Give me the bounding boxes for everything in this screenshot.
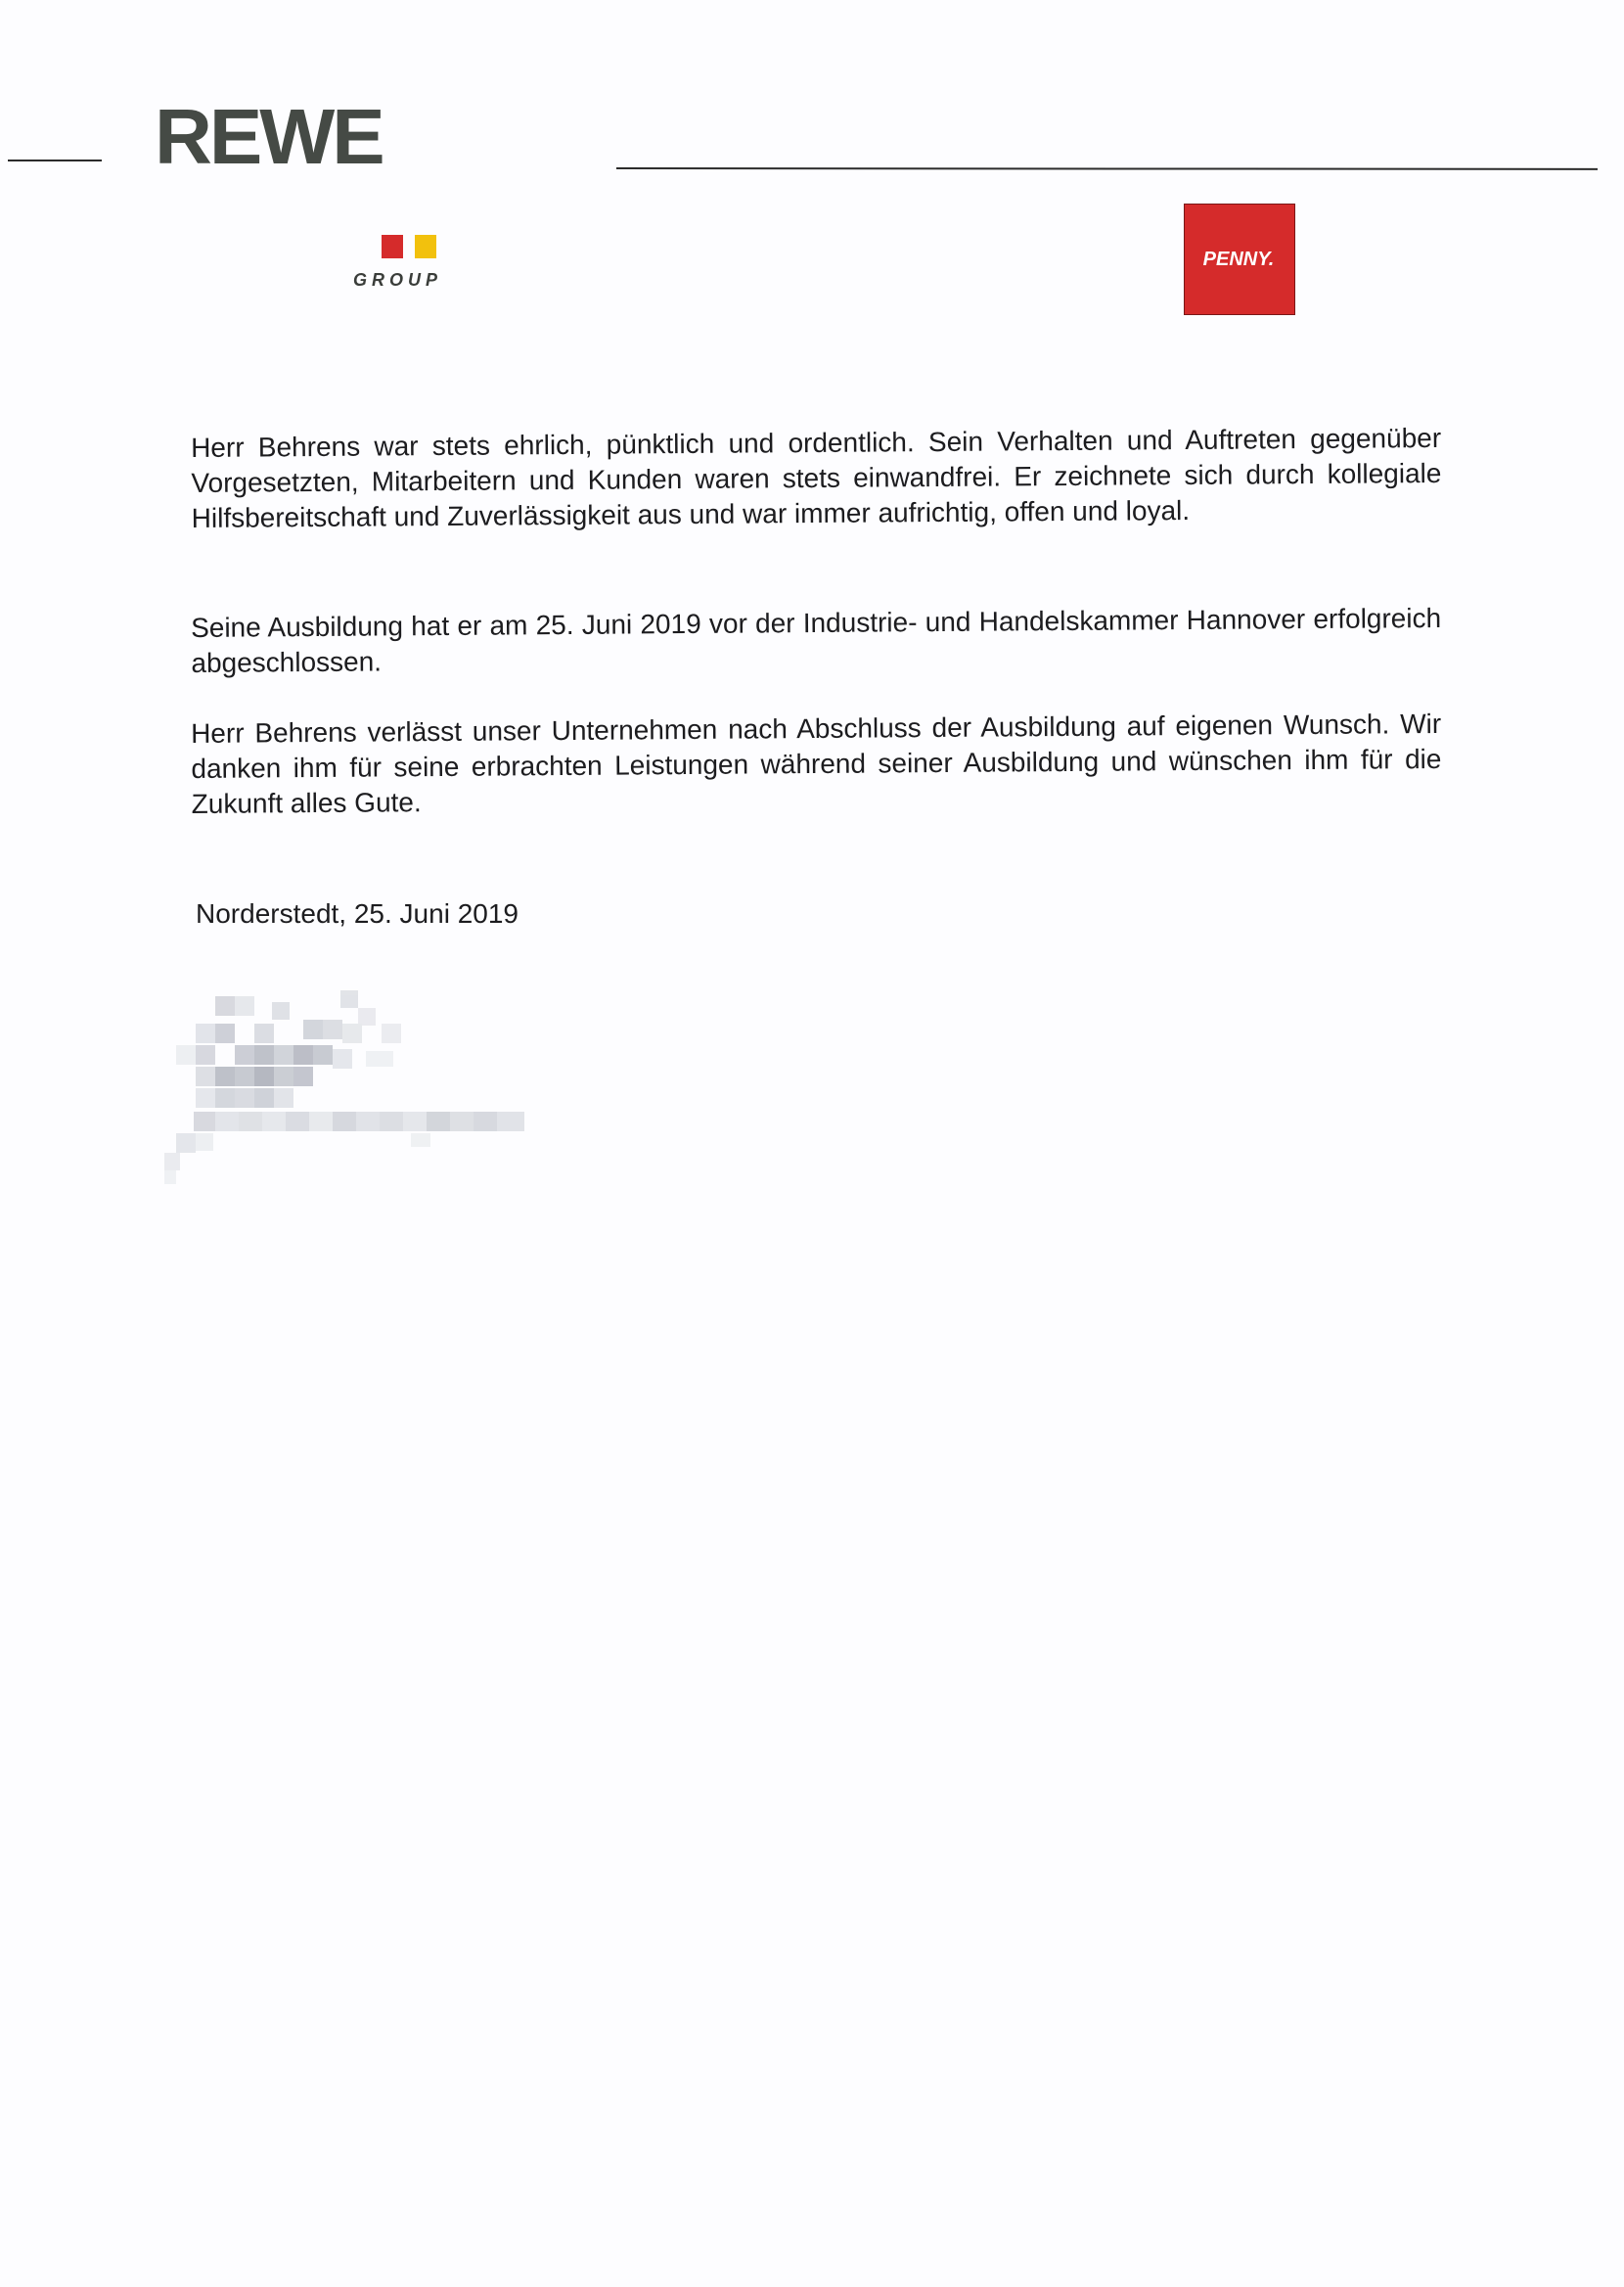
paragraph-exam: Seine Ausbildung hat er am 25. Juni 2019 vor der Industrie- und Handelskammer Hannover erfolgreich abgeschlossen. xyxy=(191,602,1442,678)
rewe-group-subline: GROUP xyxy=(353,270,443,290)
header-rule-left xyxy=(8,160,102,161)
rewe-wordmark: REWE xyxy=(155,93,383,180)
paragraph-conduct: Herr Behrens war stets ehrlich, pünktlich und ordentlich. Sein Verhalten und Auftreten gegenüber Vorgesetzten, Mitarbeitern und Kunden waren stets einwandfrei. Er zeichnete sich durch kollegiale Hilfsbereitschaft und Zuverlässigkeit aus und war immer aufrichtig, offen und loyal. xyxy=(191,422,1442,533)
rewe-yellow-square xyxy=(415,235,436,258)
place-date: Norderstedt, 25. Juni 2019 xyxy=(196,898,519,929)
paragraph-farewell: Herr Behrens verlässt unser Unternehmen nach Abschluss der Ausbildung auf eigenen Wunsch. Wir danken ihm für seine erbrachten Leistungen während seiner Ausbildung und wünschen ihm für die Zukunft alles Gute. xyxy=(191,708,1442,819)
signature-pixelated xyxy=(164,981,565,1206)
rewe-red-square xyxy=(382,235,403,258)
rewe-group-logo xyxy=(155,93,458,290)
penny-wordmark: PENNY. xyxy=(1202,248,1275,270)
penny-logo xyxy=(1184,204,1295,315)
header-rule-right xyxy=(616,167,1598,170)
